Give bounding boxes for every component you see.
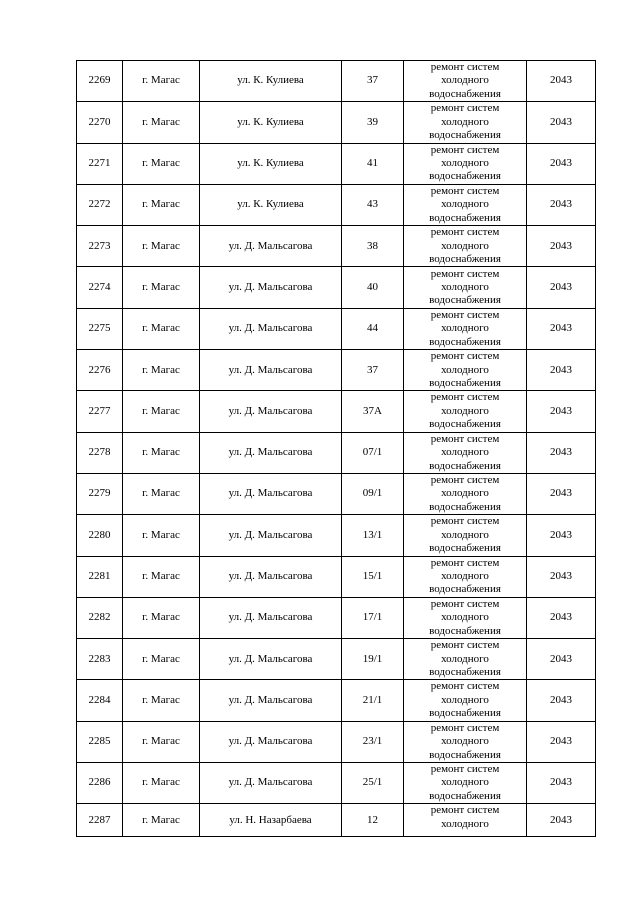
street-cell: ул. Д. Мальсагова	[200, 721, 342, 762]
work-type-cell	[404, 102, 527, 143]
work-type-line: ремонт систем	[430, 804, 500, 817]
work-type-line: водоснабжения	[429, 211, 501, 224]
work-type-line: ремонт систем	[430, 556, 500, 569]
year-cell: 2043	[527, 350, 596, 391]
work-type-line: водоснабжения	[429, 789, 501, 802]
house-number-cell: 12	[342, 804, 404, 837]
work-type-line: ремонт систем	[430, 763, 500, 776]
table-row	[77, 597, 596, 638]
work-type-line: водоснабжения	[429, 376, 501, 389]
city-cell: г. Магас	[123, 432, 200, 473]
street-cell: ул. К. Кулиева	[200, 184, 342, 225]
house-number-cell: 37	[342, 61, 404, 102]
work-type-cell	[404, 226, 527, 267]
house-number-cell: 41	[342, 143, 404, 184]
city-cell: г. Магас	[123, 143, 200, 184]
city-cell: г. Магас	[123, 597, 200, 638]
house-number-cell: 15/1	[342, 556, 404, 597]
work-type-cell	[404, 184, 527, 225]
work-type-line: холодного	[441, 570, 489, 582]
street-cell: ул. Д. Мальсагова	[200, 226, 342, 267]
work-type-line: ремонт систем	[430, 143, 500, 156]
house-number-cell: 21/1	[342, 680, 404, 721]
work-type-line: ремонт систем	[430, 597, 500, 610]
work-type-line: холодного	[441, 693, 489, 706]
work-type-line: ремонт систем	[430, 432, 500, 445]
city-cell: г. Магас	[123, 308, 200, 349]
street-cell: ул. Д. Мальсагова	[200, 473, 342, 514]
year-cell: 2043	[527, 763, 596, 804]
work-type-line: холодного	[441, 776, 489, 789]
table-row	[77, 350, 596, 391]
work-type-line: водоснабжения	[429, 335, 501, 348]
work-type-line: холодного	[441, 198, 489, 211]
table-row	[77, 473, 596, 514]
year-cell: 2043	[527, 597, 596, 638]
year-cell: 2043	[527, 515, 596, 556]
house-number-cell: 40	[342, 267, 404, 308]
table-row	[77, 680, 596, 721]
work-type-line: холодного	[441, 611, 489, 624]
street-cell: ул. Д. Мальсагова	[200, 432, 342, 473]
city-cell: г. Магас	[123, 721, 200, 762]
house-number-cell: 13/1	[342, 515, 404, 556]
work-type-line: ремонт систем	[430, 102, 500, 115]
work-type-cell	[404, 432, 527, 473]
work-type-line: холодного	[441, 487, 489, 500]
year-cell: 2043	[527, 804, 596, 837]
work-type-cell	[404, 473, 527, 514]
table-body	[77, 61, 596, 837]
city-cell: г. Магас	[123, 350, 200, 391]
row-number-cell: 2279	[77, 473, 123, 514]
work-type-line: ремонт систем	[430, 721, 500, 734]
work-type-line: ремонт систем	[430, 184, 500, 197]
work-type-cell	[404, 267, 527, 308]
city-cell: г. Магас	[123, 639, 200, 680]
city-cell: г. Магас	[123, 763, 200, 804]
year-cell: 2043	[527, 556, 596, 597]
row-number-cell: 2284	[77, 680, 123, 721]
work-type-line: ремонт систем	[430, 267, 500, 280]
house-number-cell: 37А	[342, 391, 404, 432]
work-type-line: ремонт систем	[430, 515, 500, 528]
row-number-cell: 2283	[77, 639, 123, 680]
work-type-line: холодного	[441, 735, 489, 748]
work-type-line: водоснабжения	[429, 418, 501, 431]
work-type-cell	[404, 143, 527, 184]
work-type-cell	[404, 763, 527, 804]
year-cell: 2043	[527, 391, 596, 432]
work-type-line: ремонт систем	[430, 391, 500, 404]
work-type-line: водоснабжения	[429, 170, 501, 183]
street-cell: ул. Д. Мальсагова	[200, 597, 342, 638]
table-row	[77, 721, 596, 762]
table-row	[77, 102, 596, 143]
street-cell: ул. К. Кулиева	[200, 143, 342, 184]
year-cell: 2043	[527, 226, 596, 267]
street-cell: ул. Д. Мальсагова	[200, 267, 342, 308]
house-number-cell: 43	[342, 184, 404, 225]
work-type-line: водоснабжения	[429, 500, 501, 513]
house-number-cell: 38	[342, 226, 404, 267]
row-number-cell: 2282	[77, 597, 123, 638]
house-number-cell: 25/1	[342, 763, 404, 804]
year-cell: 2043	[527, 184, 596, 225]
work-type-line: водоснабжения	[429, 748, 501, 761]
work-type-line: холодного	[441, 817, 489, 830]
house-number-cell: 44	[342, 308, 404, 349]
table-row	[77, 143, 596, 184]
year-cell: 2043	[527, 473, 596, 514]
year-cell: 2043	[527, 639, 596, 680]
work-type-line: ремонт систем	[430, 680, 500, 693]
work-type-line: ремонт систем	[430, 61, 500, 74]
house-number-cell: 07/1	[342, 432, 404, 473]
street-cell: ул. К. Кулиева	[200, 61, 342, 102]
work-type-cell	[404, 721, 527, 762]
city-cell: г. Магас	[123, 556, 200, 597]
year-cell: 2043	[527, 308, 596, 349]
table-row	[77, 226, 596, 267]
house-number-cell: 37	[342, 350, 404, 391]
work-type-cell	[404, 61, 527, 102]
row-number-cell: 2280	[77, 515, 123, 556]
row-number-cell: 2281	[77, 556, 123, 597]
work-type-line: водоснабжения	[429, 294, 501, 307]
row-number-cell: 2276	[77, 350, 123, 391]
work-type-line: ремонт систем	[430, 350, 500, 363]
year-cell: 2043	[527, 721, 596, 762]
work-type-line: холодного	[441, 446, 489, 459]
table-row	[77, 804, 596, 837]
work-type-line: водоснабжения	[429, 459, 501, 472]
row-number-cell: 2270	[77, 102, 123, 143]
row-number-cell: 2272	[77, 184, 123, 225]
work-type-cell	[404, 556, 527, 597]
house-number-cell: 19/1	[342, 639, 404, 680]
work-type-line: ремонт систем	[430, 474, 500, 486]
house-number-cell: 09/1	[342, 473, 404, 514]
city-cell: г. Магас	[123, 102, 200, 143]
year-cell: 2043	[527, 102, 596, 143]
city-cell: г. Магас	[123, 391, 200, 432]
work-type-line: водоснабжения	[429, 583, 501, 596]
row-number-cell: 2278	[77, 432, 123, 473]
table-row	[77, 639, 596, 680]
city-cell: г. Магас	[123, 226, 200, 267]
work-type-cell	[404, 308, 527, 349]
street-cell: ул. Д. Мальсагова	[200, 639, 342, 680]
work-type-line: водоснабжения	[429, 707, 501, 720]
work-type-line: холодного	[441, 528, 489, 541]
year-cell: 2043	[527, 61, 596, 102]
table-row	[77, 763, 596, 804]
table-row	[77, 432, 596, 473]
work-type-cell	[404, 515, 527, 556]
street-cell: ул. Н. Назарбаева	[200, 804, 342, 837]
work-type-line: водоснабжения	[429, 624, 501, 637]
city-cell: г. Магас	[123, 515, 200, 556]
street-cell: ул. Д. Мальсагова	[200, 308, 342, 349]
street-cell: ул. Д. Мальсагова	[200, 391, 342, 432]
repair-schedule-table	[76, 60, 596, 837]
house-number-cell: 17/1	[342, 597, 404, 638]
city-cell: г. Магас	[123, 473, 200, 514]
work-type-line: холодного	[441, 322, 489, 335]
table-row	[77, 61, 596, 102]
table-row	[77, 515, 596, 556]
street-cell: ул. Д. Мальсагова	[200, 680, 342, 721]
row-number-cell: 2287	[77, 804, 123, 837]
work-type-line: ремонт систем	[430, 639, 500, 652]
year-cell: 2043	[527, 432, 596, 473]
work-type-line: холодного	[441, 404, 489, 417]
work-type-line: холодного	[441, 363, 489, 376]
street-cell: ул. Д. Мальсагова	[200, 763, 342, 804]
work-type-line: ремонт систем	[430, 226, 500, 239]
street-cell: ул. К. Кулиева	[200, 102, 342, 143]
work-type-line: холодного	[441, 652, 489, 665]
work-type-line: водоснабжения	[429, 542, 501, 555]
house-number-cell: 39	[342, 102, 404, 143]
work-type-cell	[404, 680, 527, 721]
year-cell: 2043	[527, 143, 596, 184]
work-type-cell	[404, 804, 527, 837]
street-cell: ул. Д. Мальсагова	[200, 515, 342, 556]
year-cell: 2043	[527, 267, 596, 308]
work-type-line: холодного	[441, 280, 489, 293]
work-type-line: холодного	[441, 157, 489, 170]
work-type-cell	[404, 597, 527, 638]
city-cell: г. Магас	[123, 804, 200, 837]
work-type-cell	[404, 391, 527, 432]
city-cell: г. Магас	[123, 184, 200, 225]
work-type-line: холодного	[441, 115, 489, 128]
table-row	[77, 267, 596, 308]
year-cell: 2043	[527, 680, 596, 721]
row-number-cell: 2286	[77, 763, 123, 804]
city-cell: г. Магас	[123, 267, 200, 308]
work-type-line: холодного	[441, 74, 489, 87]
street-cell: ул. Д. Мальсагова	[200, 350, 342, 391]
house-number-cell: 23/1	[342, 721, 404, 762]
row-number-cell: 2269	[77, 61, 123, 102]
table-row	[77, 184, 596, 225]
street-cell: ул. Д. Мальсагова	[200, 556, 342, 597]
row-number-cell: 2275	[77, 308, 123, 349]
city-cell: г. Магас	[123, 680, 200, 721]
work-type-line: водоснабжения	[429, 253, 501, 266]
row-number-cell: 2285	[77, 721, 123, 762]
work-type-cell	[404, 350, 527, 391]
work-type-line: водоснабжения	[429, 129, 501, 142]
table-row	[77, 556, 596, 597]
row-number-cell: 2273	[77, 226, 123, 267]
work-type-line: холодного	[441, 239, 489, 252]
row-number-cell: 2277	[77, 391, 123, 432]
work-type-line: водоснабжения	[429, 666, 501, 678]
table-row	[77, 391, 596, 432]
work-type-line: ремонт систем	[430, 308, 500, 321]
work-type-line: водоснабжения	[429, 87, 501, 100]
table-row	[77, 308, 596, 349]
row-number-cell: 2271	[77, 143, 123, 184]
work-type-cell	[404, 639, 527, 680]
row-number-cell: 2274	[77, 267, 123, 308]
city-cell: г. Магас	[123, 61, 200, 102]
